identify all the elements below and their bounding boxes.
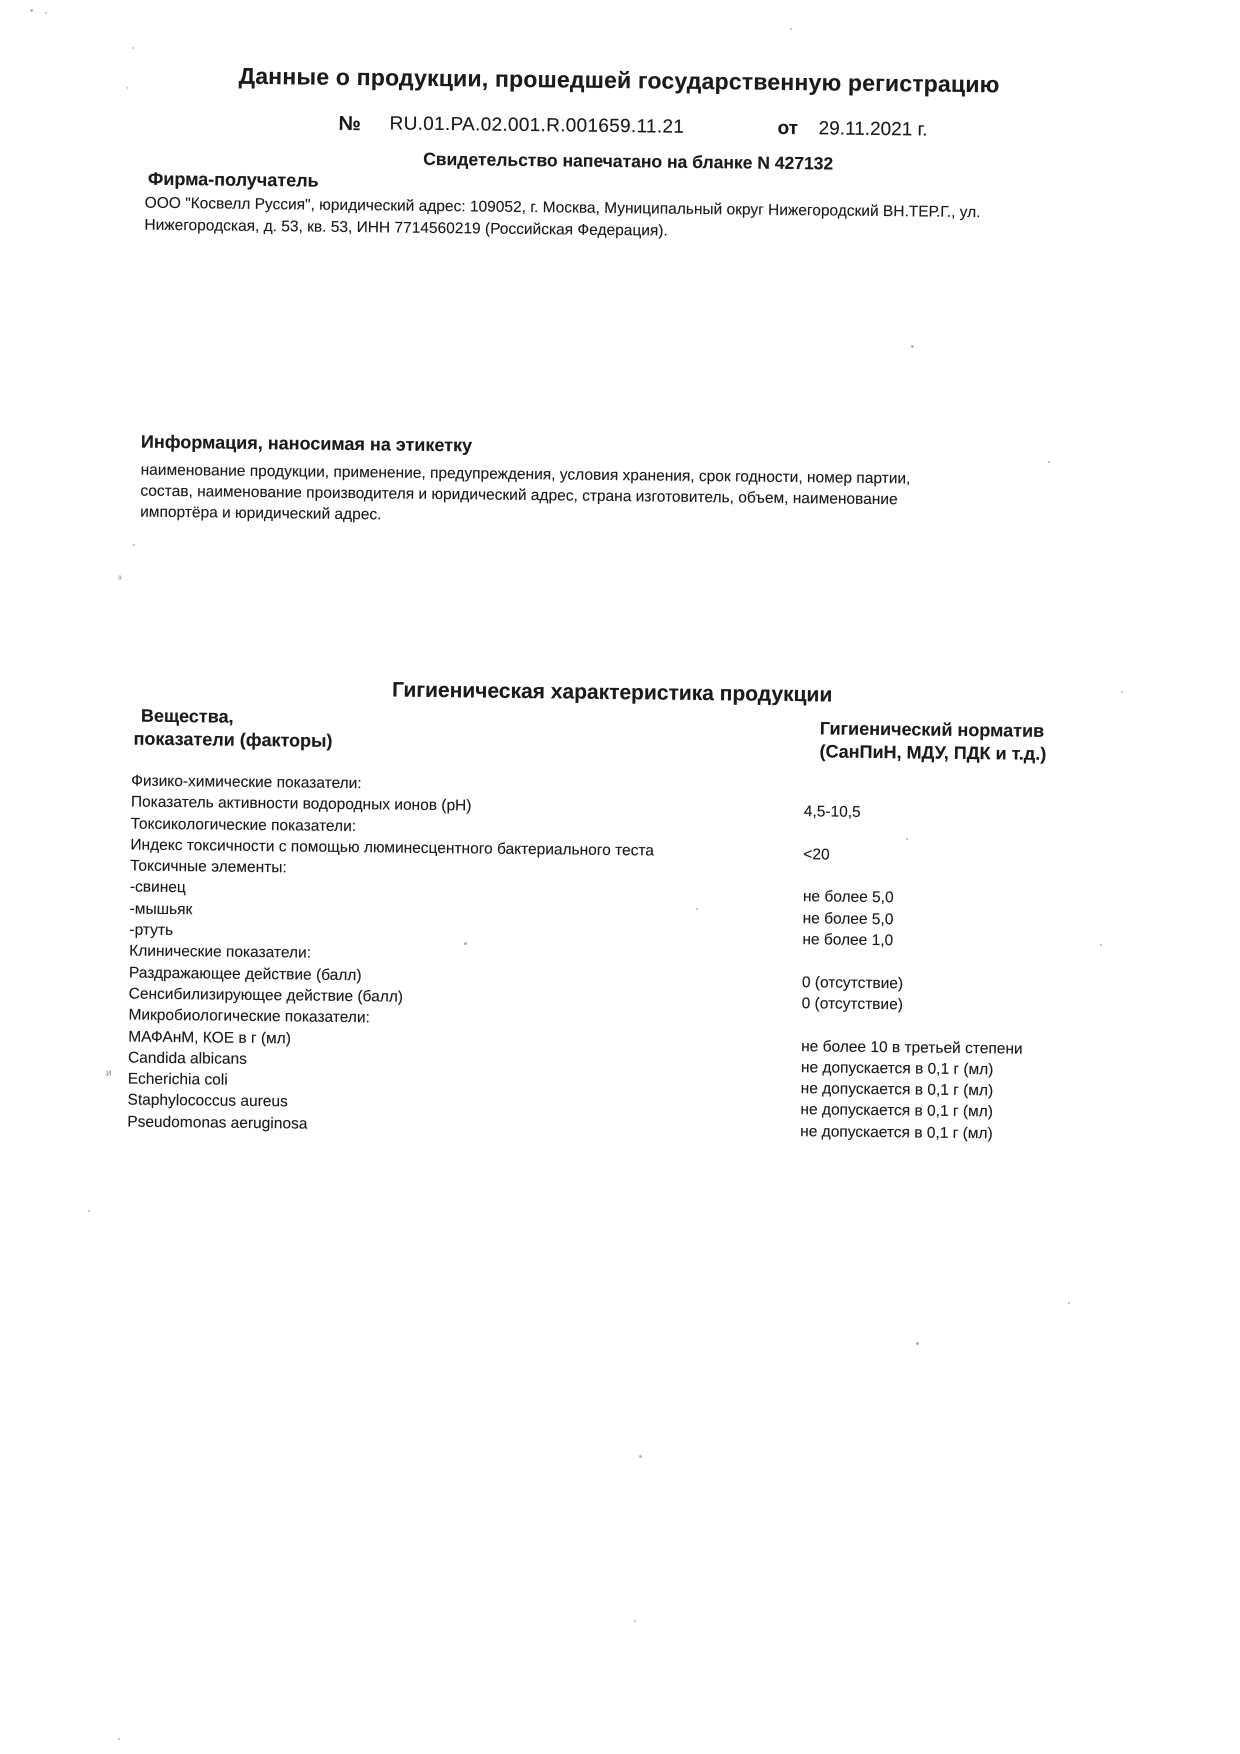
table-row-value: не более 5,0	[802, 888, 894, 907]
registration-number-label: №	[338, 112, 362, 136]
table-row-label: Staphylococcus aureus	[127, 1091, 288, 1111]
recipient-heading: Фирма-получатель	[147, 168, 319, 191]
document-title: Данные о продукции, прошедшей государственную регистрацию	[238, 62, 1000, 98]
table-row-label: Candida albicans	[127, 1049, 248, 1068]
registration-date: 29.11.2021 г.	[818, 118, 928, 141]
table-row-value: <20	[803, 846, 830, 864]
registration-line	[0, 109, 1239, 149]
scan-speck	[133, 544, 135, 546]
scan-speck	[118, 1738, 120, 1740]
table-row-label: -ртуть	[129, 921, 174, 940]
substances-column-header-line1: Вещества,	[140, 705, 234, 727]
scan-smudge: ‚	[126, 80, 129, 91]
substances-column-header-line2: показатели (факторы)	[133, 728, 333, 751]
table-row-value: не более 10 в третьей степени	[801, 1037, 1023, 1058]
scan-smudge: ᵃ	[118, 574, 122, 585]
registration-number: RU.01.PA.02.001.R.001659.11.21	[389, 113, 685, 138]
table-row-label: Клинические показатели:	[129, 942, 312, 962]
scan-speck	[911, 345, 914, 348]
table-row-value: не допускается в 0,1 г (мл)	[800, 1122, 993, 1143]
scan-speck	[1068, 1302, 1070, 1304]
table-row-label: Токсикологические показатели:	[130, 815, 357, 835]
table-row-value: не более 1,0	[802, 931, 894, 950]
table-row-value: не допускается в 0,1 г (мл)	[800, 1101, 994, 1121]
scan-speck	[1048, 461, 1050, 463]
table-row-label: Раздражающее действие (балл)	[128, 964, 362, 984]
hygiene-table	[127, 771, 1191, 1145]
scan-speck	[45, 12, 47, 14]
scan-speck	[88, 1210, 90, 1212]
table-row-label: Pseudomonas aeruginosa	[127, 1113, 308, 1133]
table-row-label: Токсичные элементы:	[130, 857, 287, 877]
scan-speck	[906, 838, 908, 840]
table-row-label: Микробиологические показатели:	[128, 1006, 370, 1027]
table-row-value: не допускается в 0,1 г (мл)	[800, 1080, 994, 1100]
table-row-value: не более 5,0	[802, 909, 894, 928]
standard-column-header	[819, 717, 1046, 765]
recipient-text: ООО "Косвелл Руссия", юридический адрес: 109052, г. Москва, Муниципальный округ Нижегородский ВН.ТЕР.Г., ул. Нижегородская, д. 53, кв. 53, ИНН 7714560219 (Российская Федерация).	[144, 194, 981, 240]
scan-speck	[790, 28, 792, 30]
scan-speck	[132, 47, 134, 49]
table-row-label: Физико-химические показатели:	[131, 772, 362, 793]
table-row-label: Сенсибилизирующее действие (балл)	[128, 985, 404, 1006]
scan-speck	[639, 1455, 642, 1458]
registration-date-label: от	[777, 117, 799, 140]
scan-speck	[464, 942, 467, 945]
table-row-value: 0 (отсутствие)	[801, 995, 904, 1014]
table-row-label: -свинец	[129, 879, 186, 897]
table-row-label: Показатель активности водородных ионов (pH)	[130, 793, 472, 815]
scan-speck	[916, 1342, 919, 1345]
scan-speck	[634, 1620, 636, 1622]
table-row-value: 0 (отсутствие)	[801, 973, 904, 992]
scan-speck	[696, 908, 698, 910]
standard-column-header-line1: Гигиенический норматив	[819, 718, 1045, 741]
table-row-label: -мышьяк	[129, 900, 193, 919]
table-row-label: МАФАнМ, КОЕ в г (мл)	[128, 1028, 292, 1047]
table-row-label: Echerichia coli	[127, 1070, 228, 1089]
table-row-label: Индекс токсичности с помощью люминесцентного бактериального теста	[130, 836, 655, 860]
label-info-heading: Информация, наносимая на этикетку	[140, 431, 473, 456]
standard-column-header-line2: (СанПиН, МДУ, ПДК и т.д.)	[819, 740, 1047, 764]
table-row-value: 4,5-10,5	[803, 803, 861, 822]
label-info-text: наименование продукции, применение, предупреждения, условия хранения, срок годности, номер партии, состав, наименование производителя и юридический адрес, страна изготовитель, объем, наименование импортёра и юридический адрес.	[140, 461, 911, 524]
scan-speck	[30, 9, 33, 12]
hygiene-section-heading: Гигиеническая характеристика продукции	[391, 678, 833, 707]
certificate-blank-line: Свидетельство напечатано на бланке N 427132	[423, 148, 834, 174]
scan-speck	[1121, 691, 1123, 693]
substances-column-header	[134, 705, 333, 752]
scan-smudge: и	[106, 1068, 112, 1079]
table-row-value: не допускается в 0,1 г (мл)	[800, 1059, 994, 1079]
scan-speck	[1100, 944, 1102, 946]
